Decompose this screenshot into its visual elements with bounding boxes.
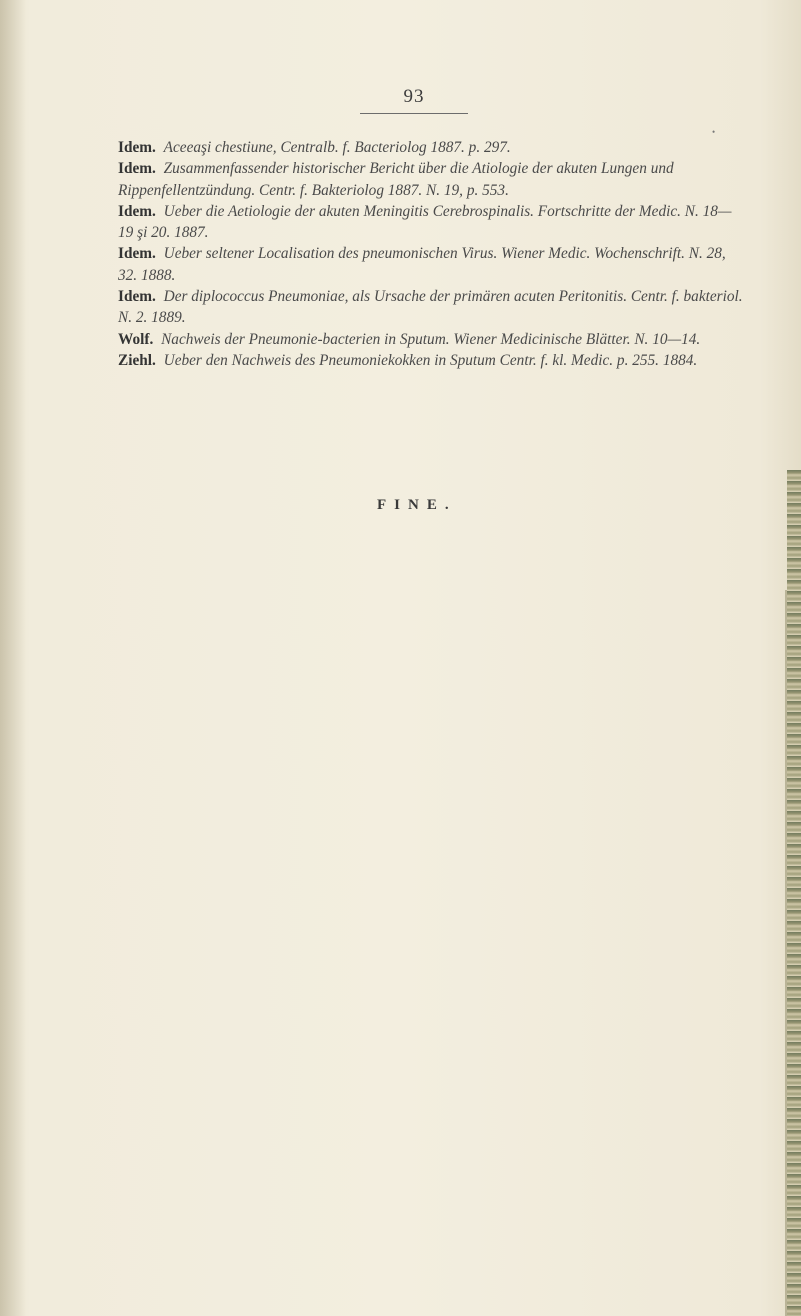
bibliography-entry (118, 350, 746, 371)
bibliography-entry (118, 137, 746, 158)
entry-author: Ziehl. (118, 351, 156, 369)
page-edge-line (785, 590, 787, 1316)
entry-author: Wolf. (118, 330, 154, 348)
bibliography-entry (118, 201, 746, 244)
entry-citation: Zusammenfassender historischer Bericht über die Atiologie der akuten Lungen und Rippenfellentzündung. Centr. f. Bakteriolog 1887. N. 19, p. 553. (118, 160, 674, 199)
entry-author: Idem. (118, 288, 156, 306)
entry-author: Idem. (118, 245, 156, 263)
margin-mark: • (712, 127, 716, 137)
bibliography-list (118, 137, 746, 371)
entry-citation: Nachweis der Pneumonie-bacterien in Sputum. Wiener Medicinische Blätter. N. 10—14. (161, 330, 701, 348)
bibliography-entry (118, 243, 746, 286)
entry-citation: Ueber seltener Localisation des pneumonischen Virus. Wiener Medic. Wochenschrift. N. 28, 32. 1888. (118, 245, 726, 284)
entry-citation: Der diplococcus Pneumoniae, als Ursache der primären acuten Peritonitis. Centr. f. bakteriol. N. 2. 1889. (118, 288, 743, 327)
entry-author: Idem. (118, 139, 156, 156)
bibliography-entry (118, 329, 746, 350)
entry-citation: Ueber den Nachweis des Pneumoniekokken in Sputum Centr. f. kl. Medic. p. 255. 1884. (163, 351, 698, 369)
closing-word: FINE. (377, 497, 457, 513)
entry-citation: Aceeaşi chestiune, Centralb. f. Bacteriolog 1887. p. 297. (163, 139, 511, 156)
bibliography-entry (118, 158, 746, 201)
page-number: 93 (403, 86, 425, 107)
entry-author: Idem. (118, 160, 156, 178)
page-edge-stack (787, 470, 801, 1316)
gutter-shadow (0, 0, 26, 1316)
entry-citation: Ueber die Aetiologie der akuten Meningitis Cerebrospinalis. Fortschritte der Medic. N. 18—19 şi 20. 1887. (118, 202, 732, 242)
entry-author: Idem. (118, 202, 156, 220)
page-number-rule (360, 113, 468, 114)
bibliography-entry (118, 286, 746, 329)
